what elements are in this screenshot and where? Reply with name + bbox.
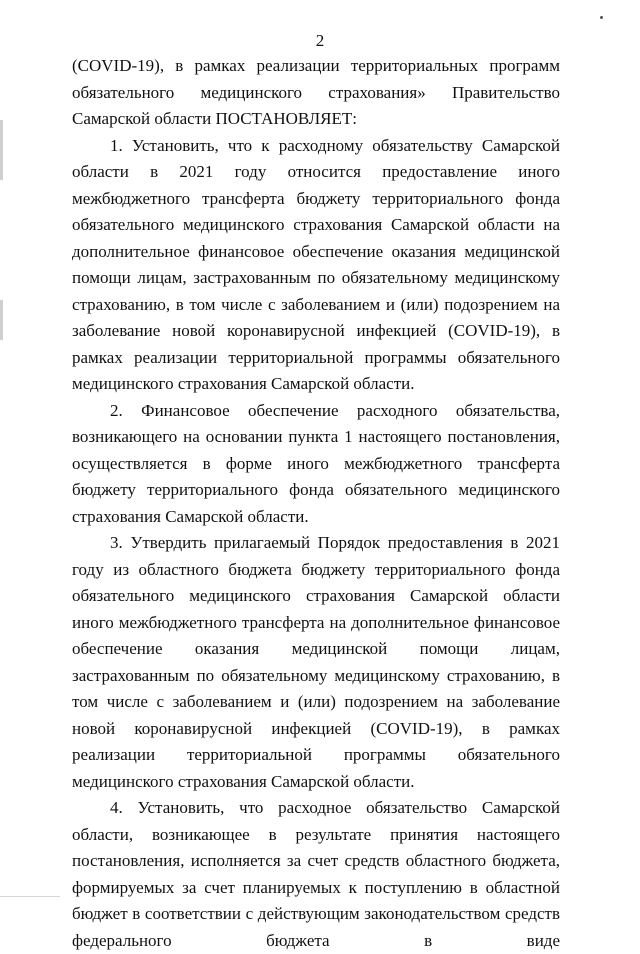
paragraph-item-2: 2. Финансовое обеспечение расходного обязательства, возникающего на основании пункта 1 настоящего постановления, осуществляется в форме иного межбюджетного трансферта бюджету территориального фонда обязательного медицинского страхования Самарской области. [72,400,560,526]
paragraph-item-4: 4. Установить, что расходное обязательство Самарской области, возникающее в результате принятия настоящего постановления, исполняется за счет средств областного бюджета, формируемых за счет планируемых к поступлению в областной бюджет в соответствии с действующим законодательством средств федерального бюджета в виде [72,798,560,950]
scan-speck [600,16,603,19]
scan-bottom-line [0,896,60,897]
paragraph-continuation: (COVID-19), в рамках реализации территориальных программ обязательного медицинского страхования» Правительство Самарской области ПОСТАНОВЛЯЕТ: [72,56,560,128]
paragraph-item-1: 1. Установить, что к расходному обязательству Самарской области в 2021 году относится предоставление иного межбюджетного трансферта бюджету территориального фонда обязательного медицинского страхования Самарской области на дополнительное финансовое обеспечение оказания медицинской помощи лицам, застрахованным по обязательному медицинскому страхованию, в том числе с заболеванием и (или) подозрением на заболевание новой коронавирусной инфекцией (COVID-19), в рамках реализации территориальной программы обязательного медицинского страхования Самарской области. [72,135,560,393]
page-number: 2 [315,31,325,50]
scan-edge-mark [0,120,3,180]
paragraph-item-3: 3. Утвердить прилагаемый Порядок предоставления в 2021 году из областного бюджета бюджету территориального фонда обязательного медицинского страхования Самарской области иного межбюджетного трансферта на дополнительное финансовое обеспечение оказания медицинской помощи лицам, застрахованным по обязательному медицинскому страхованию, в том числе с заболеванием и (или) подозрением на заболевание новой коронавирусной инфекцией (COVID-19), в рамках реализации территориальной программы обязательного медицинского страхования Самарской области. [72,533,560,791]
document-body [72,53,560,954]
scan-edge-mark [0,300,3,340]
